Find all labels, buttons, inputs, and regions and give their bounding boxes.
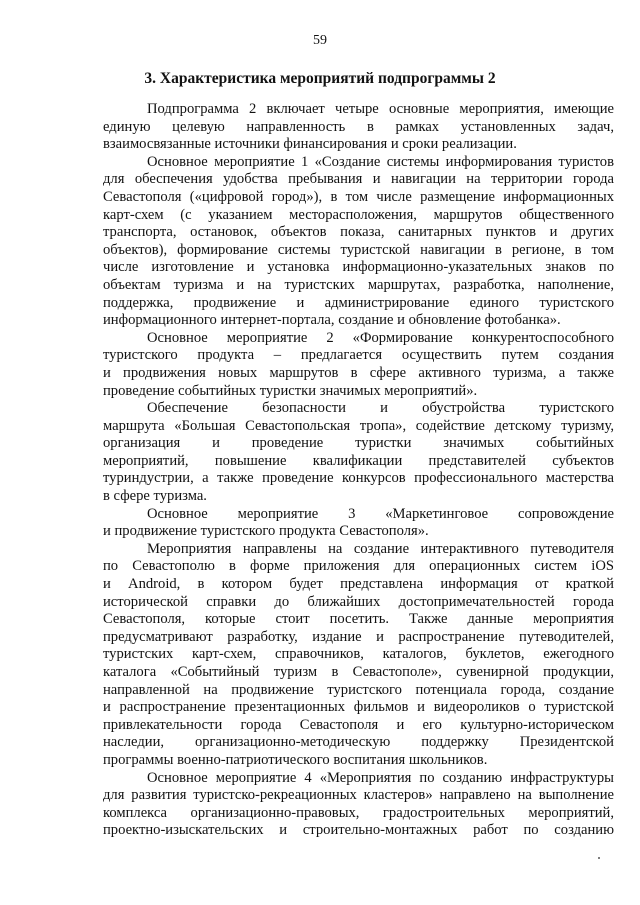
text-line: каталога «Событийный туризм в Севастополе», сувенирной продукции, bbox=[103, 664, 614, 680]
paragraph bbox=[103, 400, 614, 506]
text-line: карт-схем (с указанием месторасположения, маршрутов общественного bbox=[103, 206, 614, 223]
text-line: Основное мероприятие 1 «Создание системы информирования туристов bbox=[147, 153, 614, 170]
text-line: исторической справки до ближайших достопримечательностей города bbox=[103, 593, 614, 610]
section-heading: 3. Характеристика мероприятий подпрограммы 2 bbox=[144, 70, 496, 87]
paragraph bbox=[103, 506, 614, 541]
text-line: наследии, организационно-методическую поддержку Президентской bbox=[103, 734, 614, 751]
text-line: числе изготовление и установка информационно-указательных знаков по bbox=[103, 259, 614, 276]
text-line: туриндустрии, а также проведение конкурсов профессионального мастерства bbox=[103, 470, 614, 487]
text-line: программы военно-патриотического воспитания школьников. bbox=[103, 751, 488, 768]
text-line: Севастополя, которые стоит посетить. Также данные мероприятия bbox=[103, 611, 614, 628]
text-line: информационного интернет-портала, создание и обновление фотобанка». bbox=[103, 312, 561, 329]
text-line: привлекательности города Севастополя и его культурно-историческом bbox=[103, 716, 614, 733]
text-line: и распространение презентационных фильмов и видеороликов о туристской bbox=[103, 699, 614, 716]
text-line: предусматривают разработку, издание и распространение путеводителей, bbox=[103, 628, 614, 645]
text-line: проведение событийных туристки значимых мероприятий». bbox=[103, 382, 478, 399]
text-line: для обеспечения удобства пребывания и навигации на территории города bbox=[103, 171, 614, 188]
text-line: Основное мероприятие 4 «Мероприятия по созданию инфраструктуры bbox=[147, 769, 614, 786]
paragraph bbox=[103, 154, 614, 330]
paragraph bbox=[103, 541, 614, 770]
text-line: комплекса организационно-правовых, градостроительных мероприятий, bbox=[103, 804, 614, 821]
text-line: проектно-изыскательских и строительно-монтажных работ по созданию bbox=[103, 822, 614, 839]
text-line: взаимосвязанные источники финансирования и сроки реализации. bbox=[103, 136, 517, 153]
body-text bbox=[103, 101, 614, 840]
text-line: Севастополя («цифровой город»), в том числе размещение информационных bbox=[103, 188, 614, 205]
text-line: организация и проведение туристки значимых событийных bbox=[103, 435, 614, 452]
paragraph bbox=[103, 101, 614, 154]
text-line: по Севастополю в форме приложения для операционных систем iOS bbox=[103, 558, 614, 575]
text-line: Основное мероприятие 3 «Маркетинговое сопровождение bbox=[147, 505, 614, 522]
text-line: для развития туристско-рекреационных кластеров» направлено на выполнение bbox=[103, 787, 614, 804]
text-line: мероприятий, повышение квалификации представителей субъектов bbox=[103, 452, 614, 469]
text-line: направленной на продвижение туристского потенциала города, создание bbox=[103, 681, 614, 698]
text-line: и продвижения новых маршрутов в сфере активного туризма, а также bbox=[103, 364, 614, 381]
text-line: транспорта, остановок, объектов показа, санитарных пунктов и других bbox=[103, 224, 614, 241]
text-line: и Android, в котором будет представлена информация от краткой bbox=[103, 576, 614, 593]
text-line: туристского продукта – предлагается осуществить путем создания bbox=[103, 347, 614, 364]
text-line: маршрута «Большая Севастопольская тропа», содействие детскому туризму, bbox=[103, 417, 614, 434]
paragraph bbox=[103, 770, 614, 840]
page-number: 59 bbox=[313, 33, 327, 48]
text-line: поддержка, продвижение и администрирование единого туристского bbox=[103, 294, 614, 311]
paragraph bbox=[103, 330, 614, 400]
text-line: Подпрограмма 2 включает четыре основные мероприятия, имеющие bbox=[147, 101, 614, 117]
text-line: Основное мероприятие 2 «Формирование конкурентоспособного bbox=[147, 329, 614, 346]
text-line: объектов), формирование системы туристской навигации в регионе, в том bbox=[103, 241, 614, 258]
text-line: Обеспечение безопасности и обустройства туристского bbox=[147, 400, 614, 417]
text-line: туристских карт-схем, справочников, каталогов, буклетов, ежегодного bbox=[103, 646, 614, 663]
text-line: Мероприятия направлены на создание интерактивного путеводителя bbox=[147, 540, 614, 557]
text-line: объектам туризма и на туристских маршрутах, разработка, наполнение, bbox=[103, 276, 614, 293]
text-line: и продвижение туристского продукта Севастополя». bbox=[103, 523, 429, 540]
text-line: в сфере туризма. bbox=[103, 488, 207, 505]
text-line: единую целевую направленность в рамках установленных задач, bbox=[103, 118, 614, 135]
scan-artifact-dot bbox=[598, 857, 600, 859]
